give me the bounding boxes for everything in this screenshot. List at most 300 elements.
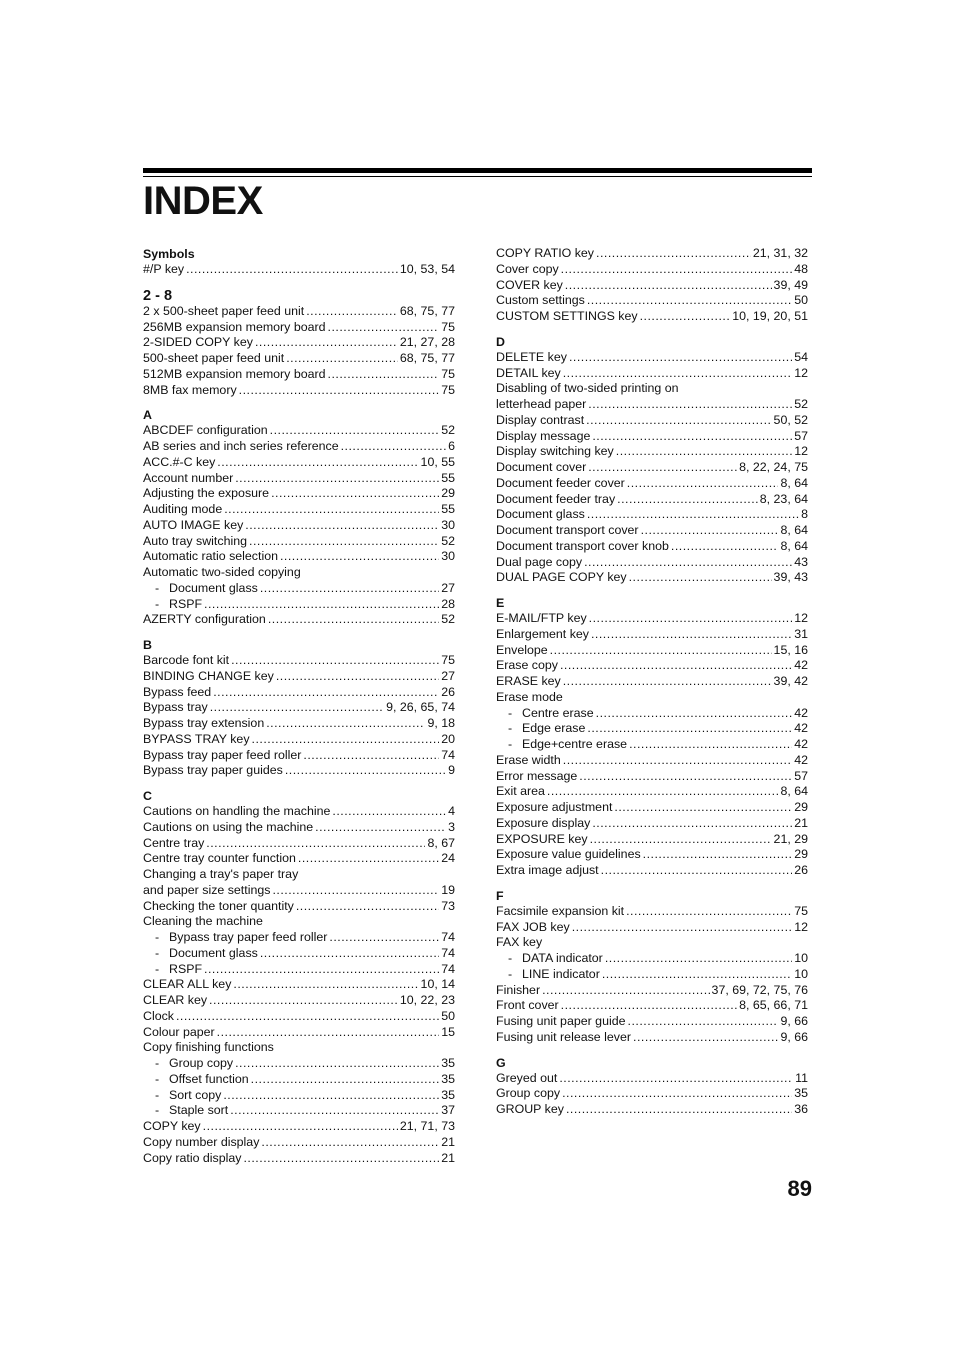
index-column-left: [143, 246, 455, 1166]
entry-pages: 12: [794, 365, 808, 380]
index-entry: [143, 851, 455, 867]
entry-pages: 21: [794, 815, 808, 830]
index-entry: [496, 1102, 808, 1118]
index-entry: [496, 611, 808, 627]
entry-label: #/P key: [143, 262, 185, 276]
index-subentry: [496, 967, 808, 983]
entry-pages: 35: [441, 1056, 455, 1070]
index-section: [496, 246, 808, 325]
entry-label: LINE indicator: [522, 966, 600, 981]
index-entry: [143, 471, 455, 487]
index-entry: [496, 460, 808, 476]
index-subentry: [143, 930, 455, 946]
entry-pages: 12: [794, 444, 808, 459]
index-entry: [143, 1151, 455, 1167]
section-heading: G: [496, 1055, 506, 1070]
entry-label: Custom settings: [496, 293, 585, 308]
dot-leader: [341, 439, 446, 455]
dot-leader: [560, 658, 792, 674]
entry-label: Automatic ratio selection: [143, 549, 278, 564]
entry-label: Enlargement key: [496, 626, 589, 641]
index-entry: [143, 367, 455, 383]
dot-leader: [328, 367, 440, 383]
entry-label: CLEAR ALL key: [143, 977, 232, 992]
dot-leader: [616, 444, 792, 460]
entry-pages: 50, 52: [773, 412, 808, 427]
index-section: [496, 334, 808, 586]
entry-label: Document glass: [169, 945, 258, 960]
entry-pages: 15, 16: [773, 642, 808, 657]
index-entry: [143, 455, 455, 471]
entry-pages: 27: [441, 668, 455, 683]
dot-leader: [566, 1102, 792, 1118]
index-entry: [496, 800, 808, 816]
dot-leader: [671, 539, 779, 555]
index-entry: [143, 993, 455, 1009]
entry-label: CUSTOM SETTINGS key: [496, 309, 638, 323]
entry-pages: 36: [794, 1102, 808, 1116]
entry-pages: 39, 43: [773, 570, 808, 585]
index-entry: [496, 863, 808, 879]
index-entry: [496, 507, 808, 523]
entry-label: Sort copy: [169, 1087, 222, 1102]
entry-label: Display message: [496, 428, 591, 443]
entry-pages: 27: [441, 580, 455, 595]
section-heading: A: [143, 408, 152, 423]
index-entry: [143, 748, 455, 764]
entry-pages: 12: [794, 919, 808, 934]
dot-leader: [235, 1056, 439, 1072]
entry-label: Facsimile expansion kit: [496, 903, 625, 918]
dot-leader: [596, 706, 793, 722]
dot-leader: [261, 1135, 439, 1151]
entry-pages: 57: [794, 428, 808, 443]
index-entry: [143, 1009, 455, 1025]
index-entry: [143, 732, 455, 748]
index-column-right: [496, 246, 808, 1118]
entry-label: Fusing unit release lever: [496, 1029, 631, 1044]
entry-pages: 42: [794, 721, 808, 736]
index-subentry: [496, 706, 808, 722]
index-entry: [496, 769, 808, 785]
entry-pages: 12: [794, 611, 808, 625]
entry-label: Clock: [143, 1008, 174, 1023]
subentry-dash: -: [155, 945, 160, 960]
entry-label: Staple sort: [169, 1103, 229, 1118]
index-section: [143, 246, 455, 278]
index-entry: [143, 685, 455, 701]
dot-leader: [605, 951, 792, 967]
index-subentry: [143, 1103, 455, 1119]
dot-leader: [565, 278, 772, 294]
dot-leader: [614, 800, 792, 816]
dot-leader: [217, 455, 418, 471]
index-entry: [143, 1040, 455, 1056]
entry-label: Centre tray: [143, 835, 205, 850]
entry-label: Document transport cover: [496, 523, 639, 537]
index-entry: [143, 351, 455, 367]
entry-pages: 8: [801, 507, 808, 522]
entry-pages: 30: [441, 549, 455, 564]
entry-pages: 50: [794, 293, 808, 308]
dot-leader: [588, 460, 737, 476]
index-entry: [143, 423, 455, 439]
entry-label: GROUP key: [496, 1102, 564, 1116]
index-entry: [496, 627, 808, 643]
entry-pages: 42: [794, 752, 808, 767]
entry-pages: 21: [441, 1150, 455, 1165]
entry-label: DATA indicator: [522, 951, 603, 965]
section-heading: E: [496, 596, 505, 610]
index-entry: [143, 439, 455, 455]
entry-pages: 26: [441, 684, 455, 699]
dot-leader: [601, 863, 793, 879]
subentry-dash: -: [155, 1056, 160, 1070]
entry-pages: 74: [441, 961, 455, 976]
entry-label: Group copy: [169, 1056, 234, 1070]
index-entry: [496, 293, 808, 309]
index-entry: [143, 820, 455, 836]
entry-pages: 74: [441, 747, 455, 762]
entry-pages: 9, 66: [780, 1014, 808, 1028]
entry-label: Account number: [143, 470, 234, 485]
entry-label: Copy ratio display: [143, 1150, 242, 1165]
index-entry: [143, 534, 455, 550]
index-section: [143, 407, 455, 628]
index-entry: [496, 1086, 808, 1102]
entry-label: Document transport cover knob: [496, 538, 669, 553]
entry-pages: 37: [441, 1103, 455, 1118]
index-subentry: [143, 581, 455, 597]
index-subentry: [143, 597, 455, 613]
dot-leader: [249, 534, 439, 550]
dot-leader: [239, 383, 440, 399]
index-subentry: [143, 1056, 455, 1072]
index-entry: [496, 366, 808, 382]
entry-pages: 74: [441, 945, 455, 960]
dot-leader: [271, 486, 439, 502]
index-entry: [496, 309, 808, 325]
entry-pages: 20: [441, 731, 455, 746]
subentry-dash: -: [508, 737, 513, 751]
entry-pages: 8, 64: [780, 784, 808, 799]
entry-label: Exit area: [496, 784, 545, 799]
entry-pages: 52: [441, 423, 455, 438]
entry-pages: 55: [441, 502, 455, 516]
entry-label: Display contrast: [496, 412, 585, 427]
entry-pages: 8, 64: [780, 523, 808, 537]
dot-leader: [592, 816, 792, 832]
index-section: [496, 595, 808, 879]
entry-label: 500-sheet paper feed unit: [143, 351, 285, 365]
index-entry: [143, 716, 455, 732]
section-heading: C: [143, 789, 152, 803]
index-entry: [143, 320, 455, 336]
entry-label: EXPOSURE key: [496, 831, 588, 846]
index-entry: [143, 518, 455, 534]
index-entry: [496, 904, 808, 920]
index-entry: [496, 784, 808, 800]
entry-label: Finisher: [496, 982, 541, 997]
index-entry: [496, 397, 808, 413]
entry-pages: 39, 42: [773, 674, 808, 688]
entry-pages: 9: [448, 763, 455, 778]
entry-pages: 52: [441, 533, 455, 548]
entry-label: 512MB expansion memory board: [143, 366, 326, 381]
dot-leader: [584, 555, 792, 571]
entry-pages: 21, 71, 73: [399, 1119, 455, 1133]
entry-pages: 31: [794, 626, 808, 641]
dot-leader: [562, 1086, 792, 1102]
entry-label: Document glass: [496, 507, 585, 522]
dot-leader: [210, 700, 384, 716]
subentry-dash: -: [155, 1087, 160, 1102]
entry-pages: 6: [448, 439, 455, 453]
entry-pages: 37, 69, 72, 75, 76: [711, 982, 808, 997]
entry-label: Auto tray switching: [143, 533, 247, 548]
subentry-dash: -: [155, 596, 160, 611]
dot-leader: [547, 784, 779, 800]
dot-leader: [542, 983, 709, 999]
entry-pages: 42: [794, 658, 808, 673]
entry-pages: 8, 65, 66, 71: [739, 998, 808, 1013]
entry-label: Document feeder tray: [496, 491, 616, 506]
index-entry: [143, 836, 455, 852]
entry-pages: 9, 18: [427, 716, 455, 730]
dot-leader: [186, 262, 398, 278]
entry-label: COVER key: [496, 277, 563, 292]
index-section: [496, 888, 808, 1046]
entry-pages: 9, 26, 65, 74: [386, 700, 455, 715]
index-entry: [143, 977, 455, 993]
entry-label: Front cover: [496, 998, 559, 1013]
dot-leader: [230, 1103, 439, 1119]
index-entry: [496, 492, 808, 508]
dot-leader: [627, 476, 779, 492]
entry-label: Edge erase: [522, 721, 586, 736]
entry-pages: 10, 14: [420, 977, 455, 992]
index-subentry: [496, 951, 808, 967]
entry-label: Bypass tray paper guides: [143, 763, 283, 778]
entry-pages: 8, 64: [780, 538, 808, 553]
subentry-dash: -: [508, 721, 513, 736]
entry-label: Bypass tray paper feed roller: [143, 747, 302, 762]
entry-label: Edge+centre erase: [522, 737, 628, 751]
entry-pages: 75: [441, 653, 455, 667]
entry-label: Fusing unit paper guide: [496, 1014, 626, 1028]
dot-leader: [628, 1014, 779, 1030]
entry-pages: 4: [448, 804, 455, 818]
entry-label: ABCDEF configuration: [143, 423, 268, 438]
index-subentry: [143, 1088, 455, 1104]
index-entry: [496, 350, 808, 366]
entry-pages: 30: [441, 517, 455, 532]
dot-leader: [260, 946, 439, 962]
entry-label: Automatic two-sided copying: [143, 565, 301, 579]
entry-pages: 29: [794, 847, 808, 862]
entry-pages: 75: [441, 319, 455, 334]
entry-pages: 73: [441, 898, 455, 913]
dot-leader: [296, 899, 439, 915]
dot-leader: [588, 397, 792, 413]
entry-pages: 21: [441, 1134, 455, 1149]
entry-pages: 35: [441, 1087, 455, 1102]
dot-leader: [233, 977, 418, 993]
index-subentry: [143, 1072, 455, 1088]
index-entry: [496, 658, 808, 674]
dot-leader: [587, 293, 792, 309]
entry-label: Bypass tray: [143, 700, 208, 715]
dot-leader: [176, 1009, 439, 1025]
dot-leader: [563, 674, 772, 690]
entry-pages: 8, 64: [780, 475, 808, 490]
entry-pages: 50: [441, 1008, 455, 1023]
entry-label: FAX key: [496, 935, 543, 950]
index-entry: [496, 816, 808, 832]
dot-leader: [579, 769, 792, 785]
entry-label: Dual page copy: [496, 554, 583, 569]
dot-leader: [602, 967, 792, 983]
dot-leader: [590, 832, 772, 848]
entry-label: ACC.#-C key: [143, 454, 216, 469]
dot-leader: [643, 847, 793, 863]
entry-label: DUAL PAGE COPY key: [496, 570, 627, 585]
dot-leader: [559, 1071, 793, 1087]
index-entry: [496, 246, 808, 262]
dot-leader: [204, 597, 439, 613]
dot-leader: [235, 471, 439, 487]
dot-leader: [563, 753, 792, 769]
entry-label: Group copy: [496, 1086, 561, 1101]
dot-leader: [260, 581, 439, 597]
entry-pages: 52: [794, 397, 808, 411]
index-entry: [143, 486, 455, 502]
entry-label: DETAIL key: [496, 365, 561, 380]
entry-pages: 57: [794, 768, 808, 783]
index-entry: [496, 570, 808, 586]
entry-pages: 68, 75, 77: [399, 351, 455, 365]
dot-leader: [329, 930, 439, 946]
subentry-dash: -: [155, 930, 160, 944]
index-section: [143, 287, 455, 399]
entry-label: Cleaning the machine: [143, 914, 263, 929]
dot-leader: [224, 502, 439, 518]
dot-leader: [298, 851, 439, 867]
dot-leader: [285, 763, 446, 779]
entry-label: DELETE key: [496, 349, 567, 364]
index-entry: [143, 899, 455, 915]
dot-leader: [206, 836, 425, 852]
entry-pages: 15: [441, 1024, 455, 1039]
entry-pages: 42: [794, 737, 808, 751]
entry-label: Exposure display: [496, 815, 591, 830]
dot-leader: [303, 748, 439, 764]
entry-label: 8MB fax memory: [143, 382, 237, 397]
entry-label: AB series and inch series reference: [143, 439, 339, 453]
dot-leader: [641, 523, 779, 539]
entry-pages: 75: [441, 366, 455, 381]
entry-pages: 9, 66: [780, 1029, 808, 1044]
index-entry: [496, 998, 808, 1014]
index-entry: [496, 555, 808, 571]
entry-label: CLEAR key: [143, 993, 208, 1007]
entry-label: Barcode font kit: [143, 653, 230, 667]
index-entry: [496, 753, 808, 769]
entry-pages: 21, 29: [773, 831, 808, 846]
section-heading: 2 - 8: [143, 287, 173, 304]
entry-label: Changing a tray's paper tray: [143, 867, 299, 881]
index-entry: [496, 674, 808, 690]
index-entry: [496, 262, 808, 278]
index-subentry: [496, 721, 808, 737]
index-entry: [496, 381, 808, 397]
entry-label: E-MAIL/FTP key: [496, 611, 587, 625]
entry-label: Checking the toner quantity: [143, 898, 294, 913]
header-rule-thick: [143, 168, 812, 173]
dot-leader: [572, 920, 793, 936]
entry-label: Exposure value guidelines: [496, 847, 641, 862]
entry-pages: 11: [795, 1070, 808, 1085]
entry-label: Centre erase: [522, 705, 594, 720]
dot-leader: [251, 1072, 440, 1088]
subentry-dash: -: [155, 961, 160, 976]
entry-label: Cover copy: [496, 261, 559, 276]
dot-leader: [213, 685, 439, 701]
index-entry: [143, 502, 455, 518]
entry-label: Centre tray counter function: [143, 851, 296, 866]
index-entry: [143, 669, 455, 685]
index-section: [143, 637, 455, 779]
dot-leader: [589, 611, 793, 627]
entry-pages: 74: [441, 930, 455, 944]
entry-pages: 10, 53, 54: [399, 262, 455, 276]
entry-pages: 35: [441, 1071, 455, 1086]
index-entry: [143, 653, 455, 669]
entry-label: Disabling of two-sided printing on: [496, 381, 679, 396]
dot-leader: [203, 1119, 398, 1135]
dot-leader: [268, 612, 439, 628]
index-entry: [496, 1071, 808, 1087]
dot-leader: [231, 653, 439, 669]
entry-label: Bypass tray extension: [143, 716, 265, 730]
section-heading: D: [496, 334, 505, 349]
entry-label: Bypass tray paper feed roller: [169, 930, 328, 944]
dot-leader: [255, 335, 398, 351]
dot-leader: [569, 350, 792, 366]
entry-label: 256MB expansion memory board: [143, 319, 326, 334]
page-title: INDEX: [143, 179, 263, 223]
index-entry: [143, 335, 455, 351]
index-entry: [143, 612, 455, 628]
index-entry: [143, 304, 455, 320]
dot-leader: [204, 962, 439, 978]
subentry-dash: -: [508, 705, 513, 720]
dot-leader: [270, 423, 440, 439]
index-entry: [143, 700, 455, 716]
index-subentry: [496, 737, 808, 753]
index-entry: [496, 920, 808, 936]
entry-label: Offset function: [169, 1071, 249, 1086]
subentry-dash: -: [508, 951, 513, 965]
entry-pages: 10: [794, 966, 808, 981]
entry-pages: 26: [794, 863, 808, 877]
section-heading: Symbols: [143, 247, 195, 261]
index-entry: [143, 804, 455, 820]
entry-pages: 10, 55: [420, 454, 455, 469]
index-entry: [143, 262, 455, 278]
entry-pages: 68, 75, 77: [399, 303, 455, 318]
entry-pages: 29: [794, 800, 808, 814]
